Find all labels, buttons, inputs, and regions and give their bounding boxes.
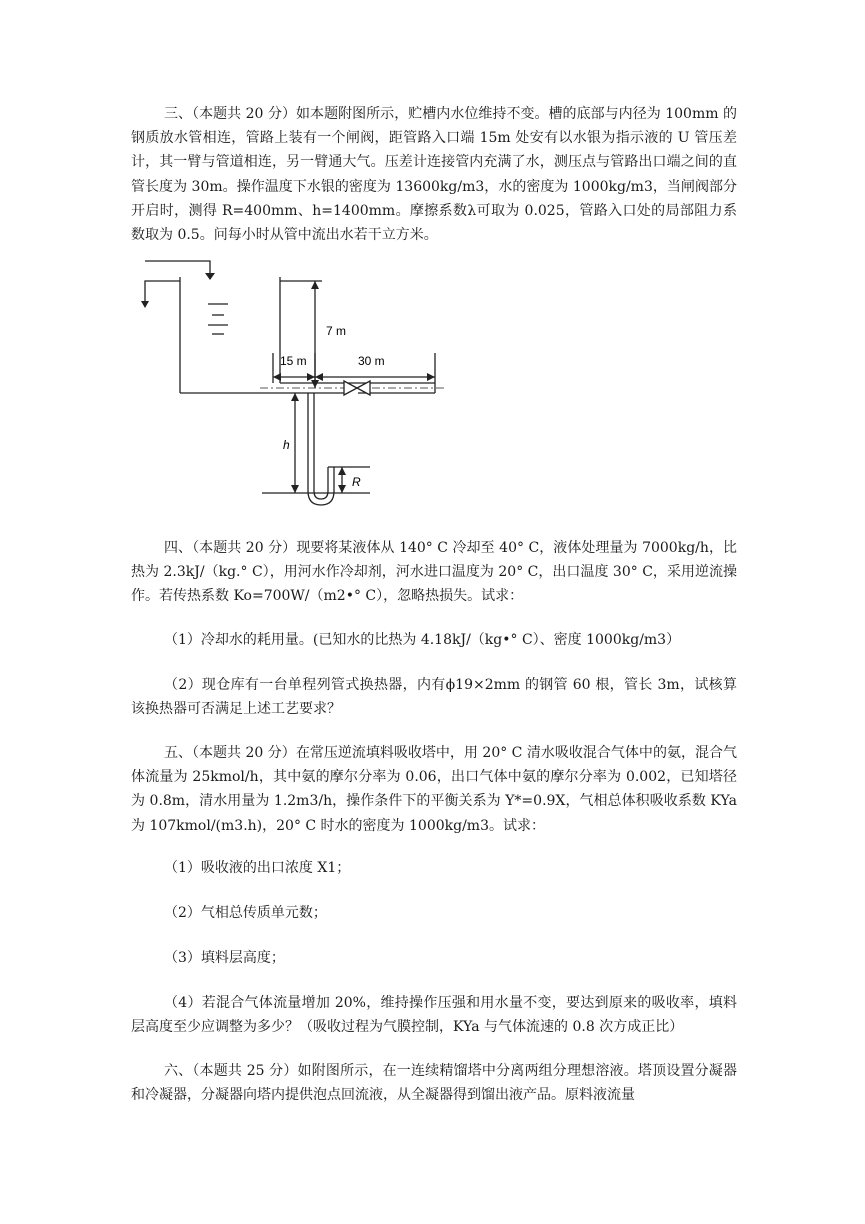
label-30m: 30 m [358,354,385,368]
question-4-item-2: （2）现仓库有一台单程列管式换热器，内有ϕ19×2mm 的钢管 60 根，管长 3m，试核算该换热器可否满足上述工艺要求？ [131,677,737,718]
label-h: h [283,438,290,452]
question-4-item-1: （1）冷却水的耗用量。(已知水的比热为 4.18kJ/（kg•° C）、密度 1000kg/m3） [164,632,681,648]
label-R: R [352,475,361,489]
question-3-text: 三、（本题共 20 分）如本题附图所示，贮槽内水位维持不变。槽的底部与内径为 100mm 的钢质放水管相连，管路上装有一个闸阀，距管路入口端 15m 处安有以水银为指示液的 U 管压差计，其一臂与管道相连，另一臂通大气。压差计连接管内充满了水，测压点与管路出口端之间的直管长度为 30m。操作温度下水银的密度为 13600kg/m3，水的密度为 1000kg/m3，当闸阀部分开启时，测得 R=400mm、h=1400mm。摩擦系数λ可取为 0.025，管路入口处的局部阻力系数取为 0.5。问每小时从管中流出水若干立方米。 [131,106,737,244]
label-15m: 15 m [280,354,307,368]
label-7m: 7 m [326,324,347,338]
question-5-item-1: （1）吸收液的出口浓度 X1； [164,860,351,876]
tank-pipe-manometer-figure [140,255,450,520]
question-4-text: 四、（本题共 20 分）现要将某液体从 140° C 冷却至 40° C，液体处理量为 7000kg/h，比热为 2.3kJ/（kg.° C），用河水作冷却剂，河水进口温度为 20° C，出口温度 30° C，采用逆流操作。若传热系数 Ko=700W/（m2•° C），忽略热损失。试求： [131,540,737,605]
question-5-item-3: （3）填料层高度； [164,950,285,966]
question-6-text: 六、（本题共 25 分）如附图所示，在一连续精馏塔中分离两组分理想溶液。塔顶设置分凝器和冷凝器，分凝器向塔内提供泡点回流液，从全凝器得到馏出液产品。原料液流量 [131,1063,737,1104]
question-5-text: 五、（本题共 20 分）在常压逆流填料吸收塔中，用 20° C 清水吸收混合气体中的氨，混合气体流量为 25kmol/h，其中氨的摩尔分率为 0.06，出口气体中氨的摩尔分率为 0.002，已知塔径为 0.8m，清水用量为 1.2m3/h，操作条件下的平衡关系为 Y*=0.9X，气相总体积吸收系数 KYa 为 107kmol/(m3.h)，20° C 时水的密度为 1000kg/m3。试求： [131,745,737,834]
question-5-item-4: （4）若混合气体流量增加 20%，维持操作压强和用水量不变，要达到原来的吸收率，填料层高度至少应调整为多少？（吸收过程为气膜控制，KYa 与气体流速的 0.8 次方成正比） [131,995,737,1036]
question-5-item-2: （2）气相总传质单元数； [164,905,327,921]
